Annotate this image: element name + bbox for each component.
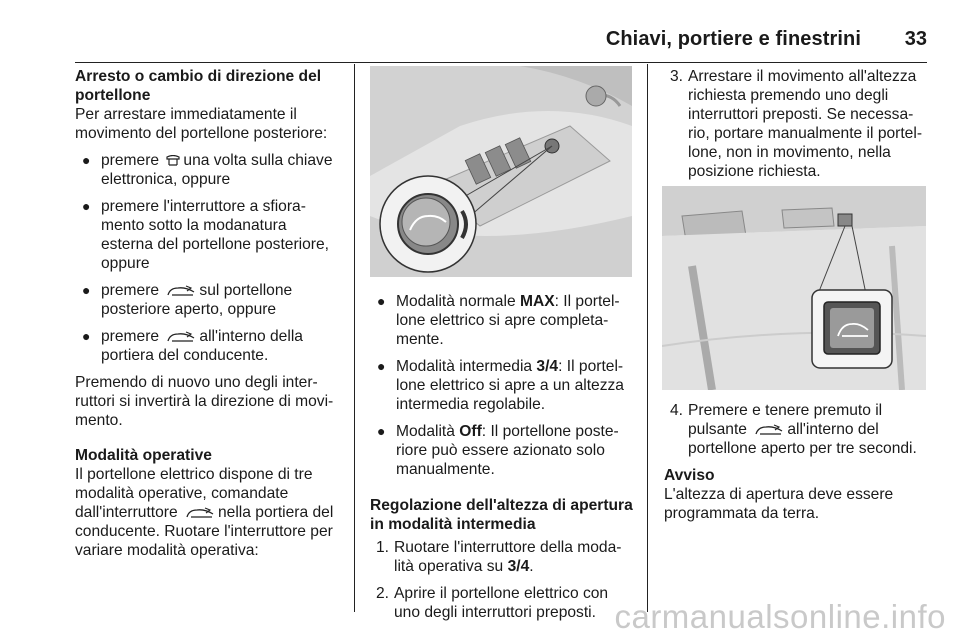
bullet-icon: ●	[82, 282, 91, 298]
note-title: Avviso	[664, 467, 715, 484]
column-1	[75, 67, 345, 560]
power-tailgate-icon	[166, 285, 196, 297]
list-item: ● premere l'interruttore a sfiora- mento sotto la modanatura esterna del portellone posteriore, oppure	[82, 198, 329, 272]
adjust-steps-list-end	[664, 401, 930, 458]
adjust-steps-list-cont	[664, 67, 930, 181]
reverse-paragraph: Premendo di nuovo uno degli inter- ruttori si invertirà la direzione di movi- mento.	[75, 374, 334, 429]
bullet-icon: ●	[377, 293, 386, 309]
list-item: ● premere all'interno della portiera del conducente.	[82, 328, 303, 364]
list-item: ● Modalità intermedia 3/4: Il portel- lone elettrico si apre a un altezza intermedia regolabile.	[377, 358, 624, 413]
page-header	[75, 18, 927, 52]
bullet-icon: ●	[82, 152, 91, 168]
power-tailgate-icon	[754, 424, 784, 436]
tailgate-key-icon	[166, 155, 180, 167]
stop-options-list	[75, 151, 345, 365]
column-divider-1	[354, 64, 355, 612]
bullet-icon: ●	[377, 358, 386, 374]
intro-paragraph: Per arrestare immediatamente il movimento del portellone posteriore:	[75, 106, 328, 142]
bullet-icon: ●	[377, 423, 386, 439]
column-3-bottom	[664, 401, 930, 523]
bullet-icon: ●	[82, 198, 91, 214]
list-item: ● premere una volta sulla chiave elettronica, oppure	[82, 152, 333, 188]
modes-list	[370, 292, 638, 479]
section-title: Chiavi, portiere e finestrini	[605, 28, 861, 50]
list-item: ● Modalità Off: Il portellone poste- riore può essere azionato solo manualmente.	[377, 423, 619, 478]
list-item: 2. Aprire il portellone elettrico con uno degli interruttori preposti.	[376, 585, 609, 621]
tailgate-button-illustration	[662, 186, 926, 390]
power-tailgate-icon	[166, 331, 196, 343]
heading-arresto: Arresto o cambio di direzione del portellone	[75, 68, 322, 104]
list-item: ● Modalità normale MAX: Il portel- lone elettrico si apre completa- mente.	[377, 293, 620, 348]
bullet-icon: ●	[82, 328, 91, 344]
note-text: L'altezza di apertura deve essere programmata da terra.	[664, 486, 894, 522]
column-3-top	[664, 67, 930, 181]
power-tailgate-icon	[185, 507, 215, 519]
modes-paragraph: Il portellone elettrico dispone di tre modalità operative, comandate dall'interruttore nella portiera del conducente. Ruotare l'interruttore per variare modalità operativa:	[75, 466, 334, 559]
list-item: 1. Ruotare l'interruttore della moda- lità operativa su 3/4.	[376, 539, 622, 575]
list-item: ● premere sul portellone posteriore aperto, oppure	[82, 282, 293, 318]
list-item: 4. Premere e tenere premuto il pulsante all'interno del portellone aperto per tre secondi.	[670, 402, 917, 457]
adjust-steps-list	[370, 538, 638, 622]
watermark: carmanualsonline.info	[614, 598, 946, 635]
header-rule	[75, 62, 927, 63]
heading-regolazione: Regolazione dell'altezza di apertura in modalità intermedia	[370, 497, 633, 533]
door-switch-illustration	[370, 66, 632, 277]
page-number: 33	[904, 28, 927, 50]
column-2	[370, 292, 638, 622]
list-item: 3. Arrestare il movimento all'altezza richiesta premendo uno degli interruttori preposti. Se necessa- rio, portare manualmente il portel- lone, non in movimento, nella posizione richiesta.	[670, 68, 923, 180]
heading-modalita: Modalità operative	[75, 447, 212, 464]
column-divider-2	[647, 64, 648, 612]
